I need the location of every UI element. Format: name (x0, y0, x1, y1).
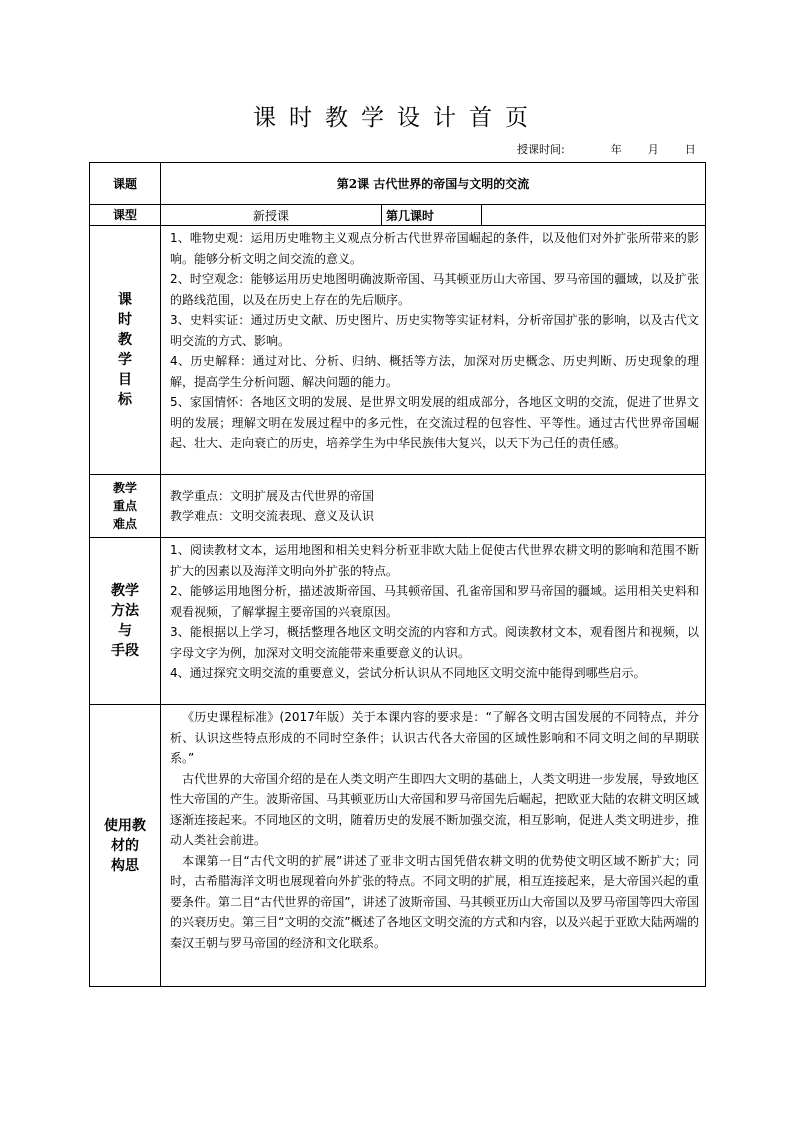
keypoints-label: 教学 重点 难点 (90, 475, 161, 538)
methods-label: 教学 方法 与 手段 (90, 538, 161, 705)
concept-row (90, 705, 706, 987)
goals-content (161, 226, 706, 475)
lesson-number-label: 第几课时 (382, 205, 482, 226)
page-title: 课时教学设计首页 (253, 105, 541, 131)
method-item: 4、通过探究文明交流的重要意义，尝试分析认识从不同地区文明交流中能得到哪些启示。 (170, 666, 646, 680)
keypoints-content (161, 475, 706, 538)
method-item: 2、能够运用地图分析，描述波斯帝国、马其顿帝国、孔雀帝国和罗马帝国的疆域。运用相关史料和观看视频，了解掌握主要帝国的兴衰原因。 (170, 584, 700, 619)
concept-paragraph: 古代世界的大帝国介绍的是在人类文明产生即四大文明的基础上，人类文明进一步发展，导致地区性大帝国的产生。波斯帝国、马其顿亚历山大帝国和罗马帝国先后崛起，把欧亚大陆的农耕文明区域逐渐连接起来。不同地区的文明，随着历史的发展不断加强交流，相互影响，促进人类文明进步，推动人类社会前进。 (170, 771, 700, 847)
goal-item: 3、史料实证：通过历史文献、历史图片、历史实物等实证材料，分析帝国扩张的影响，以及古代文明交流的方式、影响。 (170, 313, 700, 348)
lesson-plan-table (89, 162, 706, 987)
goals-label: 课 时 教 学 目 标 (90, 226, 161, 475)
teaching-date-line (517, 143, 696, 157)
date-day: 日 (684, 143, 696, 156)
keypoint-item: 教学难点：文明交流表现、意义及认识 (170, 509, 375, 523)
topic-label: 课题 (90, 163, 161, 205)
concept-label: 使用教 材的 构思 (90, 705, 161, 987)
methods-row (90, 538, 706, 705)
keypoints-row (90, 475, 706, 538)
concept-paragraph: 《历史课程标准》(2017年版）关于本课内容的要求是：“了解各文明古国发展的不同特点，并分析、认识这些特点形成的不同时空条件；认识古代各大帝国的区域性影响和不同文明之间的早期联系。” (170, 710, 700, 765)
topic-row (90, 163, 706, 205)
methods-content (161, 538, 706, 705)
goal-item: 2、时空观念：能够运用历史地图明确波斯帝国、马其顿亚历山大帝国、罗马帝国的疆域，以及扩张的路线范围，以及在历史上存在的先后顺序。 (170, 272, 700, 307)
date-label: 授课时间: (517, 143, 565, 156)
topic-value: 第2课 古代世界的帝国与文明的交流 (161, 163, 706, 205)
goal-item: 1、唯物史观：运用历史唯物主义观点分析古代世界帝国崛起的条件，以及他们对外扩张所带来的影响。能够分析文明之间交流的意义。 (170, 231, 700, 266)
goal-item: 4、历史解释：通过对比、分析、归纳、概括等方法，加深对历史概念、历史判断、历史现象的理解，提高学生分析问题、解决问题的能力。 (170, 354, 700, 389)
method-item: 3、能根据以上学习，概括整理各地区文明交流的内容和方式。阅读教材文本，观看图片和视频，以字母文字为例，加深对文明交流能带来重要意义的认识。 (170, 625, 700, 660)
date-month: 月 (647, 143, 659, 156)
method-item: 1、阅读教材文本，运用地图和相关史料分析亚非欧大陆上促使古代世界农耕文明的影响和范围不断扩大的因素以及海洋文明向外扩张的特点。 (170, 543, 700, 578)
lesson-type-value: 新授课 (161, 205, 382, 226)
lesson-type-label: 课型 (90, 205, 161, 226)
keypoint-item: 教学重点：文明扩展及古代世界的帝国 (170, 488, 375, 503)
concept-content (161, 705, 706, 987)
lesson-type-row (90, 205, 706, 226)
concept-paragraph: 本课第一目“古代文明的扩展”讲述了亚非文明古国凭借农耕文明的优势使文明区域不断扩大；同时，古希腊海洋文明也展现着向外扩张的特点。不同文明的扩展，相互连接起来，是大帝国兴起的重要条件。第二目“古代世界的帝国”，讲述了波斯帝国、马其顿亚历山大帝国以及罗马帝国等四大帝国的兴衰历史。第三目“文明的交流”概述了各地区文明交流的方式和内容，以及兴起于亚欧大陆两端的秦汉王朝与罗马帝国的经济和文化联系。 (170, 853, 700, 950)
goal-item: 5、家国情怀：各地区文明的发展、是世界文明发展的组成部分，各地区文明的交流，促进了世界文明的发展；理解文明在发展过程中的多元性，在交流过程的包容性、平等性。通过古代世界帝国崛起、壮大、走向衰亡的历史，培养学生为中华民族伟大复兴，以天下为己任的责任感。 (170, 395, 700, 450)
lesson-number-value (482, 205, 706, 226)
date-year: 年 (610, 143, 622, 156)
goals-row (90, 226, 706, 475)
